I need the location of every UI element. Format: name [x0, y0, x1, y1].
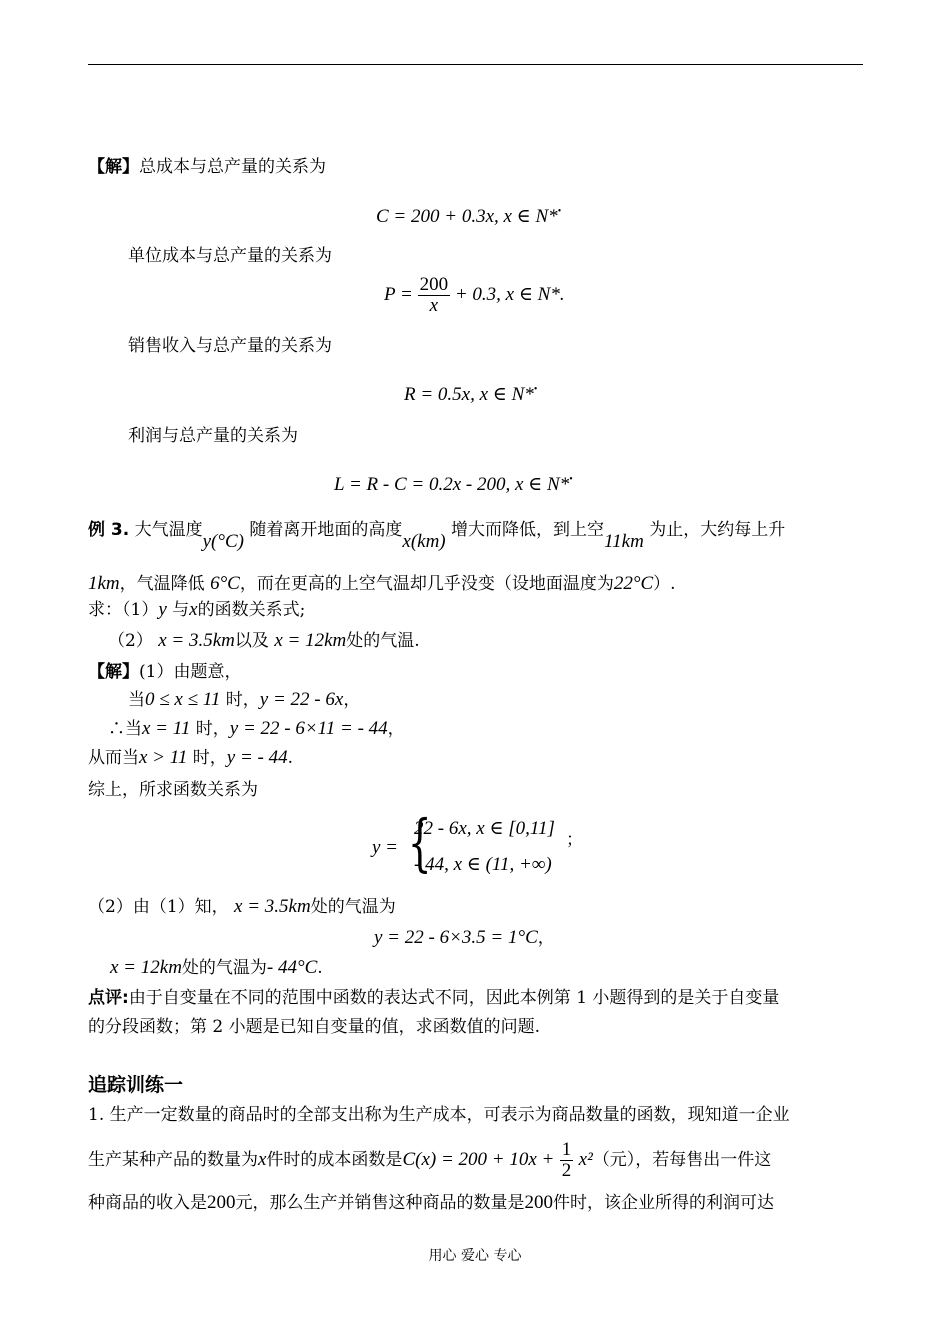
sales-label: 销售收入与总产量的关系为: [128, 336, 332, 356]
equation-unit-cost: P = $\frac{200}{x}$ + 0.3, x ∈ N*.: [384, 274, 565, 317]
solution-2-part-2: （2）由（1）知， x = 3.5km处的气温为: [88, 896, 396, 917]
training-line-1: 1. 生产一定数量的商品时的全部支出称为生产成本，可表示为商品数量的函数，现知道一企业: [88, 1105, 790, 1125]
example-3-question-2: （2） x = 3.5km以及 x = 12km处的气温.: [108, 630, 420, 651]
solution-2-summary: 综上，所求函数关系为: [88, 780, 258, 800]
example-3-line-2: 1km，气温降低 6°C，而在更高的上空气温却几乎没变（设地面温度为22°C）.: [88, 573, 676, 594]
fraction: $\frac{200}{x}$: [419, 274, 449, 317]
fraction: $\frac{1}{2}$: [561, 1139, 572, 1181]
solution-1-intro: 【解】总成本与总产量的关系为: [88, 157, 326, 177]
comment-line-2: 的分段函数；第 2 小题是已知自变量的值，求函数值的问题.: [88, 1017, 541, 1037]
solution-2-case-a: 当0 ≤ x ≤ 11 时，y = 22 - 6x，: [128, 689, 361, 710]
training-line-3: 种商品的收入是200元，那么生产并销售这种商品的数量是200件时，该企业所得的利润可达: [88, 1192, 774, 1213]
unit-cost-label: 单位成本与总产量的关系为: [128, 246, 332, 266]
equation-sales: R = 0.5x, x ∈ N*•: [404, 384, 538, 405]
solution-2-intro: 【解】(1）由题意，: [88, 662, 242, 682]
example-3-question-1: 求：（1）y 与x的函数关系式;: [88, 599, 306, 620]
solution-2-part-2-equation: y = 22 - 6×3.5 = 1°C，: [374, 927, 555, 948]
page-footer: 用心 爱心 专心: [428, 1248, 522, 1264]
equation-profit: L = R - C = 0.2x - 200, x ∈ N*•: [334, 474, 573, 495]
left-brace: {: [407, 806, 432, 879]
comment-line-1: 点评:由于自变量在不同的范围中函数的表达式不同，因此本例第 1 小题得到的是关于自变量: [88, 988, 780, 1008]
training-line-2: 生产某种产品的数量为x件时的成本函数是C(x) = 200 + 10x + $\frac{1}{2}$ x²（元），若每售出一件这: [88, 1139, 772, 1181]
solution-tag: 【解】: [88, 157, 139, 177]
equation-cost: C = 200 + 0.3x, x ∈ N*•: [376, 206, 562, 227]
solution-2-case-c: 从而当x > 11 时，y = - 44.: [88, 747, 294, 768]
solution-2-part-2-result: x = 12km处的气温为- 44°C.: [110, 957, 323, 978]
example-3-line-1: 例 3. 大气温度y(°C) 随着离开地面的高度x(km) 增大而降低，到上空11km 为止，大约每上升: [88, 520, 786, 552]
profit-label: 利润与总产量的关系为: [128, 426, 298, 446]
header-rule: [88, 64, 863, 65]
training-heading: 追踪训练一: [88, 1074, 184, 1096]
solution-2-case-b: ∴当x = 11 时，y = 22 - 6×11 = - 44，: [108, 718, 405, 739]
